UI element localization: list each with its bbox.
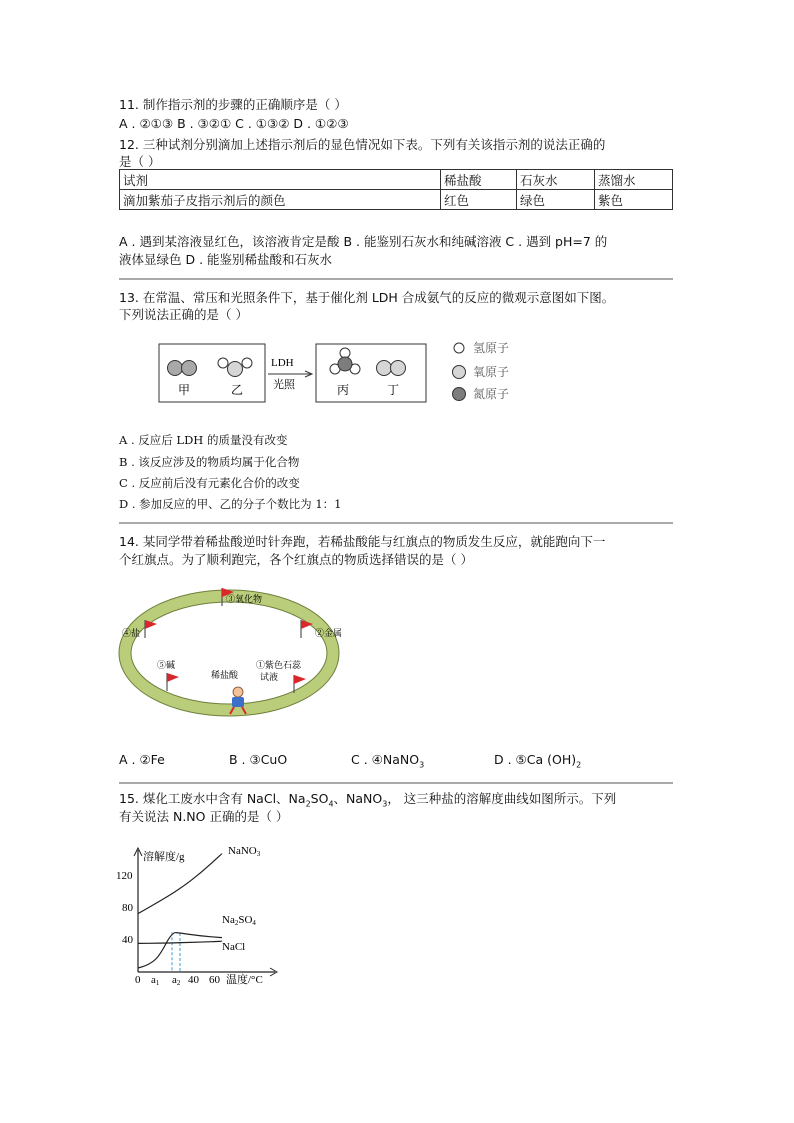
y-axis-label: 溶解度/g xyxy=(143,851,185,863)
nitrogen-atom xyxy=(168,361,183,376)
runner-label: 稀盐酸 xyxy=(211,670,239,680)
q13-diagram xyxy=(155,336,535,410)
x-tick-label: 0 xyxy=(135,974,141,986)
solubility-chart xyxy=(110,838,280,988)
table-cell: 滴加紫茄子皮指示剂后的颜色 xyxy=(120,190,441,210)
table-cell: 紫色 xyxy=(595,190,673,210)
series-label-na2so4: Na2SO4 xyxy=(222,914,256,927)
flag-label-salt: ④盐 xyxy=(122,628,141,638)
table-cell: 红色 xyxy=(441,190,517,210)
label-bing: 丙 xyxy=(337,383,350,397)
q13-stem-line2: 下列说法正确的是（ ） xyxy=(119,307,248,322)
q11-options: A . ②①③ B . ③②① C . ①③② D . ①②③ xyxy=(119,116,349,131)
y-tick-label: 80 xyxy=(122,902,133,914)
q15-stem-line1: 15. 煤化工废水中含有 NaCl、$Na_2SO_4$、NaNO$_3$， 这三种盐的溶解度曲线如图所示。下列 xyxy=(119,791,617,809)
label-yi: 乙 xyxy=(231,383,244,397)
flag-label-oxide: ③氧化物 xyxy=(226,594,263,604)
label-ding: 丁 xyxy=(387,383,400,397)
q12-options-line2: 液体显绿色 D . 能鉴别稀盐酸和石灰水 xyxy=(119,252,333,267)
legend-hydrogen-icon xyxy=(454,343,464,353)
arrow-bottom-label: 光照 xyxy=(273,379,295,391)
nitrogen-atom xyxy=(338,357,352,371)
table-row xyxy=(120,190,673,210)
q12-stem-line1: 12. 三种试剂分别滴加上述指示剂后的显色情况如下表。下列有关该指示剂的说法正确的 xyxy=(119,137,606,152)
flag-icon xyxy=(145,620,157,638)
running-track-fill xyxy=(125,596,333,710)
separator xyxy=(119,782,673,784)
oxygen-atom xyxy=(377,361,392,376)
label-jia: 甲 xyxy=(178,383,191,397)
chart-axes xyxy=(134,848,277,976)
flag-icon xyxy=(167,673,179,691)
legend-oxygen-icon xyxy=(453,366,466,379)
legend-nitrogen-icon xyxy=(453,388,466,401)
nitrogen-atom xyxy=(182,361,197,376)
x-axis-label: 温度/°C xyxy=(226,974,263,986)
series-label-nacl: NaCl xyxy=(222,941,246,953)
q13-option-c: C . 反应前后没有元素化合价的改变 xyxy=(119,476,300,490)
table-cell: 石灰水 xyxy=(517,170,595,190)
x-tick-label: a2 xyxy=(172,974,181,987)
q13-option-b: B . 该反应涉及的物质均属于化合物 xyxy=(119,455,300,469)
q14-stem-line1: 14. 某同学带着稀盐酸逆时针奔跑，若稀盐酸能与红旗点的物质发生反应，就能跑向下一 xyxy=(119,534,606,549)
hydrogen-atom xyxy=(218,358,228,368)
flag-label-base: ⑤碱 xyxy=(157,660,176,670)
q11-stem: 11. 制作指示剂的步骤的正确顺序是（ ） xyxy=(119,97,347,112)
separator xyxy=(119,278,673,280)
flag-label-metal: ②金属 xyxy=(315,628,343,638)
legend-hydrogen-label: 氢原子 xyxy=(473,341,510,355)
table-row xyxy=(120,170,673,190)
x-tick-label: 60 xyxy=(209,974,220,986)
table-cell: 稀盐酸 xyxy=(441,170,517,190)
table-cell: 绿色 xyxy=(517,190,595,210)
q13-option-d: D . 参加反应的甲、乙的分子个数比为 1：1 xyxy=(119,497,342,511)
y-tick-label: 120 xyxy=(116,870,133,882)
x-tick-label: 40 xyxy=(188,974,199,986)
q14-option-c: C . ④NaNO$_3$ xyxy=(351,752,425,770)
hydrogen-atom xyxy=(242,358,252,368)
q14-stem-line2: 个红旗点。为了顺利跑完，各个红旗点的物质选择错误的是（ ） xyxy=(119,552,473,567)
x-tick-label: a1 xyxy=(151,974,160,987)
legend-oxygen-label: 氧原子 xyxy=(473,365,510,379)
table-cell: 蒸馏水 xyxy=(595,170,673,190)
oxygen-atom xyxy=(228,362,243,377)
q14-track-diagram xyxy=(118,582,368,722)
flag-label-litmus: ①紫色石蕊 xyxy=(256,660,302,670)
q13-option-a: A . 反应后 LDH 的质量没有改变 xyxy=(119,433,288,447)
arrow-top-label: LDH xyxy=(271,357,294,369)
q12-stem-line2: 是（ ） xyxy=(119,154,161,169)
table-cell: 试剂 xyxy=(120,170,441,190)
q13-stem-line1: 13. 在常温、常压和光照条件下，基于催化剂 LDH 合成氨气的反应的微观示意图如下图。 xyxy=(119,290,615,305)
y-tick-label: 40 xyxy=(122,934,133,946)
q15-stem-line2: 有关说法 N.NO 正确的是（ ） xyxy=(119,809,289,824)
q12-options-line1: A . 遇到某溶液显红色，该溶液肯定是酸 B . 能鉴别石灰水和纯碱溶液 C . 遇到 pH=7 的 xyxy=(119,234,608,249)
q12-table xyxy=(119,169,673,210)
legend-nitrogen-label: 氮原子 xyxy=(473,387,510,401)
flag-label-litmus-2: 试液 xyxy=(260,672,279,682)
q14-option-b: B . ③CuO xyxy=(229,752,288,767)
separator xyxy=(119,522,673,524)
series-line-nacl xyxy=(138,941,222,943)
q14-option-d: D . ⑤Ca $(OH)_2$ xyxy=(494,752,582,770)
q14-option-a: A . ②Fe xyxy=(119,752,165,767)
oxygen-atom xyxy=(391,361,406,376)
series-label-nano3: NaNO3 xyxy=(228,845,261,858)
